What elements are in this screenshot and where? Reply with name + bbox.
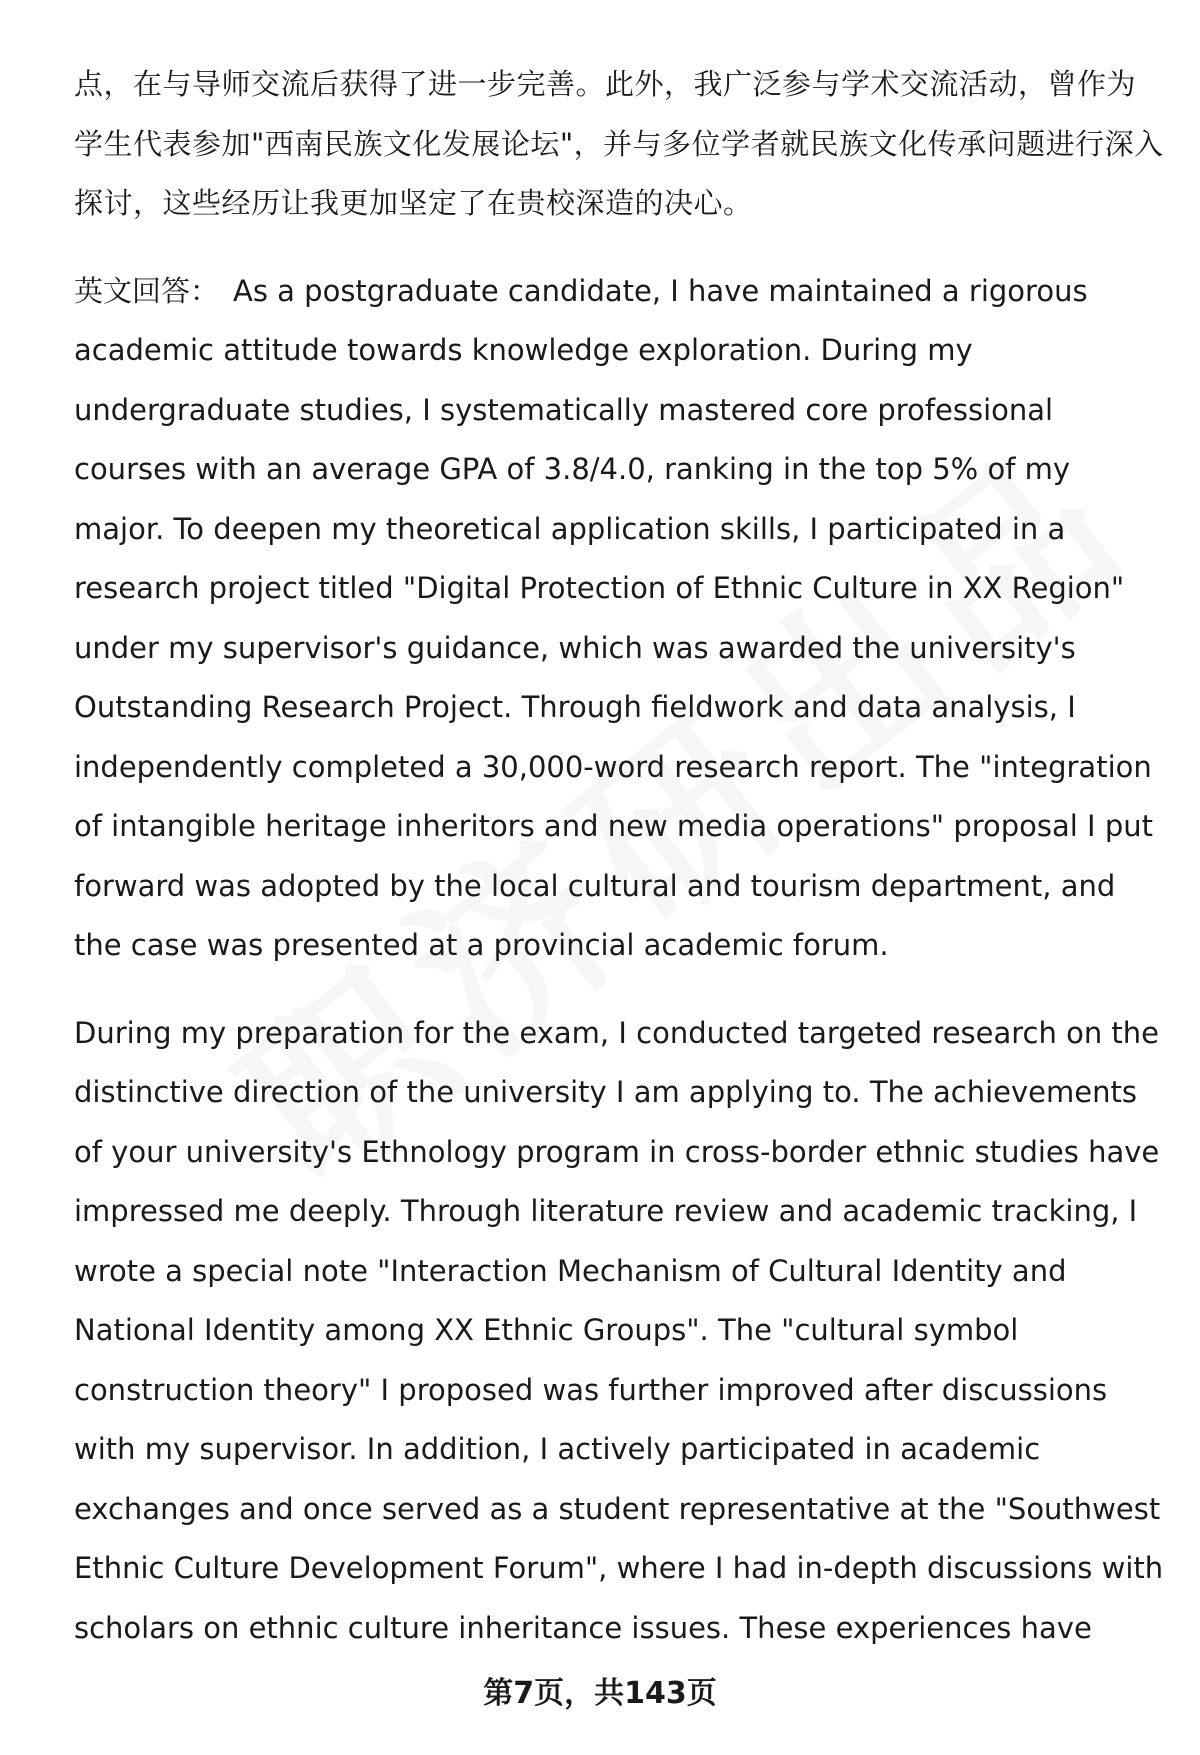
english-answer-paragraph-2: During my preparation for the exam, I conducted targeted research on the distinctive direction of the university I am applying to. The achievements of your university's Ethnology program in cross-border ethnic studies have impressed me deeply. Through literature review and academic tracking, I wrote a special note "Interaction Mechanism of Cultural Identity and National Identity among XX Ethnic Groups". The "cultural symbol construction theory" I proposed was further improved after discussions with my supervisor. In addition, I actively participated in academic exchanges and once served as a student representative at the "Southwest Ethnic Culture Development Forum", where I had in-depth discussions with scholars on ethnic culture inheritance issues. These experiences have (74, 1015, 1164, 1645)
page-number: 第7页，共143页 (483, 1676, 717, 1711)
english-answer-text-1: As a postgraduate candidate, I have maintained a rigorous academic attitude towards knowledge exploration. During my undergraduate studies, I systematically mastered core professional courses with an average GPA of 3.8/4.0, ranking in the top 5% of my major. To deepen my theoretical application skills, I participated in a research project titled "Digital Protection of Ethnic Culture in XX Region" under my supervisor's guidance, which was awarded the university's Outstanding Research Project. Through fieldwork and data analysis, I independently completed a 30,000-word research report. The "integration of intangible heritage inheritors and new media operations" proposal I put forward was adopted by the local cultural and tourism department, and the case was presented at a provincial academic forum. (74, 273, 1153, 962)
english-answer-paragraph-1 (74, 262, 1164, 976)
document-body (74, 55, 1164, 1686)
english-answer-label: 英文回答： (74, 273, 220, 308)
chinese-answer-continuation: 点，在与导师交流后获得了进一步完善。此外，我广泛参与学术交流活动，曾作为学生代表参加"西南民族文化发展论坛"，并与多位学者就民族文化传承问题进行深入探讨，这些经历让我更加坚定了在贵校深造的决心。 (74, 67, 1164, 220)
